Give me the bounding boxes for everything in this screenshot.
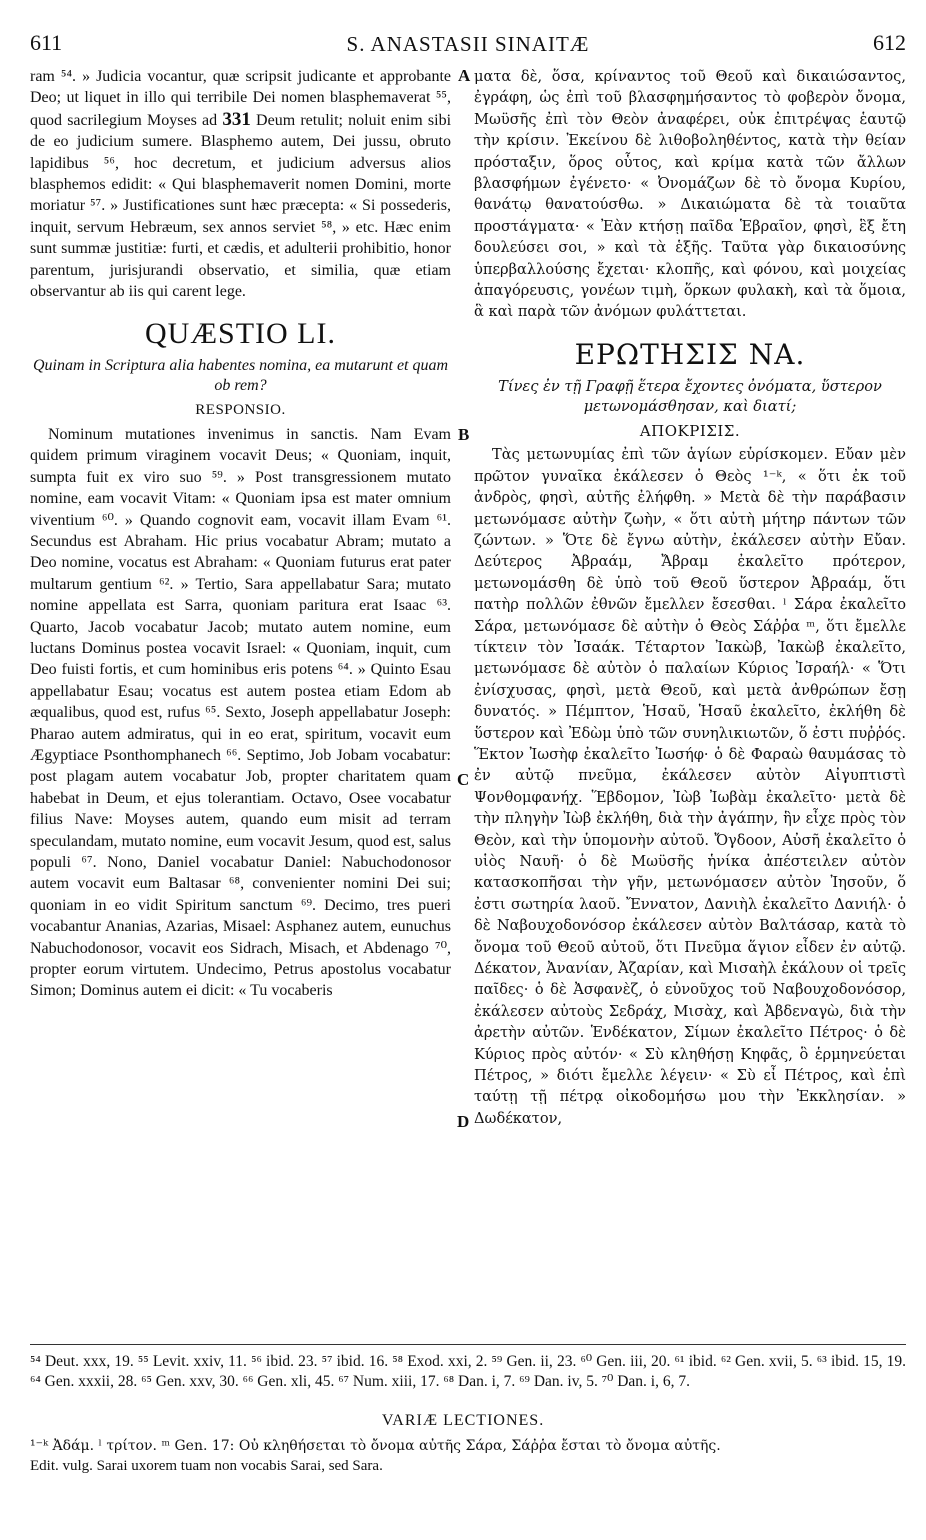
latin-question-title: QUÆSTIO LI. [145, 317, 336, 351]
margin-letter-b: B [458, 425, 470, 444]
greek-column [474, 66, 906, 1129]
latin-intro-text-1: ram ⁵⁴. » Judicia vocantur, quæ scripsit judicante et approbante Deo; ut liquet in illo qui terribile Dei nomen blasphemaverat ⁵⁵, quod sacrilegium Moyses ad [30, 68, 451, 129]
variae-lectiones [30, 1436, 906, 1476]
margin-letter-d: D [457, 1112, 470, 1131]
latin-intro-paragraph [30, 66, 451, 302]
running-title: S. ANASTASII SINAITÆ [346, 32, 590, 56]
greek-responsio-heading: ΑΠΟΚΡΙΣΙΣ. [639, 421, 741, 440]
page-header [30, 30, 906, 60]
footnotes: ⁵⁴ Deut. xxx, 19. ⁵⁵ Levit. xxiv, 11. ⁵⁶ ibid. 23. ⁵⁷ ibid. 16. ⁵⁸ Exod. xxi, 2. ⁵⁹ Gen. ii, 23. ⁶⁰ Gen. iii, 20. ⁶¹ ibid. ⁶² Gen. xvii, 5. ⁶³ ibid. 15, 19. ⁶⁴ Gen. xxxii, 28. ⁶⁵ Gen. xxv, 30. ⁶⁶ Gen. xli, 45. ⁶⁷ Num. xiii, 17. ⁶⁸ Dan. i, 7. ⁶⁹ Dan. iv, 5. ⁷⁰ Dan. i, 6, 7. [30, 1353, 906, 1390]
greek-intro-paragraph: ματα δὲ, ὅσα, κρίναντος τοῦ Θεοῦ καὶ δικαιώσαντος, ἐγράφη, ὡς ἐπὶ τοῦ βλασφημήσαντος τὸ φοβερὸν ὄνομα, Μωϋσῆς ἐπὶ τὸν Θεὸν ἀναφέρει, οὐκ ἐπιτρέψας ἑαυτῷ τὴν κρίσιν. Ἐκείνου δὲ λιθοβοληθέντος, κατὰ τὴν θείαν πρόσταξιν, ὅρος οὗτος, καὶ κρίμα κατὰ τῶν ἄλλων βλασφήμων ἐγένετο· « Ὀνομάζων δὲ τὸ ὄνομα Κυρίου, θανάτῳ θανατούσθω. » Δικαιώματα δὲ τὰ τοιαῦτα προστάγματα· « Ἐὰν κτήσῃ παῖδα Ἑβραῖον, φησὶ, ἓξ ἔτη δουλεύσει σοι, » καὶ τὰ ἑξῆς. Ταῦτα γὰρ δικαιοσύνης ὑπερβαλλούσης ἔχεται· κλοπῆς, καὶ φόνου, καὶ μοιχείας ἀπαγόρευσις, γονέων τιμὴ, ὅρκων φυλακὴ, καὶ τὰ ὅμοια, ἃ καὶ παρὰ τῶν ἀνόμων φυλάττεται. [474, 68, 906, 321]
footnote-divider [30, 1344, 906, 1345]
variae-line-2: Edit. vulg. Sarai uxorem tuam non vocabis Sarai, sed Sara. [30, 1458, 383, 1474]
greek-question-title: ΕΡΩΤΗΣΙΣ ΝΑ. [574, 337, 806, 371]
column-page-marker: 331 [222, 108, 251, 130]
latin-intro-text-2: Deum retulit; noluit enim sibi de eo judicium sumere. Blasphemo autem, Dei jussu, obruto lapidibus ⁵⁶, hoc decretum, et judicium adversus alios blasphemos edidit: « Qui blasphemaverit nomen Domini, morte moriatur ⁵⁷. » Justificationes sunt hæc præcepta: « Si possederis, inquit, servum Hebræum, sex annos serviet ⁵⁸, » etc. Hæc enim sunt summæ justitiæ: furti, et cædis, et adulterii prohibitio, honor parentum, jurisjurandi observatio, et similia, quæ etiam observantur ab iis qui carent lege. [30, 111, 452, 301]
latin-question-subtitle: Quinam in Scriptura alia habentes nomina, ea mutarunt et quam ob rem? [32, 357, 449, 395]
latin-responsio-heading: RESPONSIO. [195, 402, 286, 419]
greek-body-paragraph: Τὰς μετωνυμίας ἐπὶ τῶν ἁγίων εὑρίσκομεν. Εὔαν μὲν πρῶτον γυναῖκα ἐκάλεσεν ὁ Θεὸς ¹⁻ᵏ, « ὅτι ἐκ τοῦ ἀνδρὸς, φησὶ, αὐτῆς ἐλήφθη. » Μετὰ δὲ τὴν παράβασιν μετωνόμασε αὐτὴν ζωὴν, « ὅτι αὐτὴ μήτηρ πάντων τῶν ζώντων. » Ὅτε δὲ ἔγνω αὐτὴν, ἐκάλεσεν αὐτὴν Εὔαν. Δεύτερος Ἀβραάμ, Ἄβραμ ἐκαλεῖτο πρότερον, μετωνομάσθη δὲ ὑπὸ τοῦ Θεοῦ ὕστερον Ἀβραάμ, ὅτι πατὴρ πολλῶν ἐθνῶν ἔμελλεν ἔσεσθαι. ˡ Σάρα ἐκαλεῖτο Σάρα, μετωνόμασε δὲ αὐτὴν ὁ Θεὸς Σάῤῥα ᵐ, ὅτι ἔμελλε τίκτειν τὸν Ἰσαάκ. Τέταρτον Ἰακὼβ, Ἰακὼβ ἐκαλεῖτο, μετωνόμασε δὲ αὐτὸν ὁ παλαίων Κύριος Ἰσραήλ· « Ὅτι ἐνίσχυσας, φησὶ, μετὰ Θεοῦ, καὶ μετὰ ἀνθρώπων ἔσῃ δυνατός. » Πέμπτον, Ἡσαῦ, Ἡσαῦ ἐκαλεῖτο, ἐκλήθη δὲ ὕστερον καὶ Ἐδὼμ ὑπὸ τῶν συνηλικιωτῶν, ὅ ἐστι πυῤῥός. Ἕκτον Ἰωσὴφ ἐκαλεῖτο Ἰωσήφ· ὁ δὲ Φαραὼ θαυμάσας τὸ ἐν αὐτῷ πνεῦμα, ἐκάλεσεν αὐτὸν Αἰγυπτιστὶ Ψονθομφανήχ. Ἕβδομον, Ἰὼβ Ἰωβὰμ ἐκαλεῖτο· μετὰ δὲ τὴν πληγὴν Ἰὼβ ἐκλήθη, διὰ τὴν ἀγάπην, ἣν εἶχε πρὸς τὸν Θεὸν, καὶ τὴν ὑπομονὴν αὐτοῦ. Ὄγδοον, Αὐσῆ ἐκαλεῖτο ὁ υἱὸς Ναυῆ· ὁ δὲ Μωϋσῆς ἡνίκα ἀπέστειλεν αὐτὸν κατασκοπῆσαι τὴν γῆν, μετωνόμασεν αὐτὸν Ἰησοῦν, ὅ ἐστι σωτηρία λαοῦ. Ἔννατον, Δανιὴλ ἐκαλεῖτο Δανιήλ· ὁ δὲ Ναβουχοδονόσορ ἐκάλεσεν αὐτὸν Βαλτάσαρ, κατὰ τὸ ὄνομα τοῦ Θεοῦ αὐτοῦ, ὅτι Πνεῦμα ἅγιον εἶδεν ἐν αὐτῷ. Δέκατον, Ἀνανίαν, Ἀζαρίαν, καὶ Μισαὴλ ἐκάλουν οἱ τρεῖς παῖδες· ὁ δὲ Ἀσφανὲζ, ὁ εὐνοῦχος τοῦ Ναβουχοδονόσορ, ἐκάλεσεν αὐτοὺς Σεδράχ, Μισὰχ, καὶ Ἀβδεναγὼ, διὰ τὴν ἀρετὴν αὐτῶν. Ἑνδέκατον, Σίμων ἐκαλεῖτο Πέτρος· ὁ δὲ Κύριος πρὸς αὐτόν· « Σὺ κληθήσῃ Κηφᾶς, ὃ ἑρμηνεύεται Πέτρος, » διότι ἔμελλε λέγειν· « Σὺ εἶ Πέτρος, καὶ ἐπὶ ταύτῃ τῇ πέτρᾳ οἰκοδομήσω μου τὴν Ἐκκλησίαν. » Δωδέκατον, [474, 446, 906, 1127]
margin-letter-a: A [458, 66, 471, 85]
latin-column [30, 66, 451, 1002]
latin-body-paragraph: Nominum mutationes invenimus in sanctis. Nam Evam quidem primum viraginem vocavit Deus; « Quoniam, inquit, sumpta fuit ex viro suo ⁵⁹. » Post transgressionem mutato nomine, eam vocavit Vitam: « Quoniam ipsa est mater omnium viventium ⁶⁰. » Quando cognovit eam, vocavit illam Evam ⁶¹. Secundus est Abraham. Hic prius vocabatur Abram; mutato a Deo nomine, vocatus est Abraham: « Quoniam futurus erat pater multarum gentium ⁶². » Tertio, Sara appellabatur Sara; mutato nomine appellata est Sarra, quoniam paritura erat Isaac ⁶³. Quarto, Jacob vocabatur Jacob; mutato autem nomine, eum luctans Dominus postea vocavit Israel: « Quoniam, inquit, cum Deo fuisti fortis, et cum hominibus eris potens ⁶⁴. » Quinto Esau appellabatur Esau; vocatus est autem postea etiam Edom ab æqualibus, quod est, rufus ⁶⁵. Sexto, Joseph appellabatur Joseph: Pharao autem admiratus, qui in eo erat, spiritum, vocavit eum Ægyptiace Psonthomphanech ⁶⁶. Septimo, Job Jobam vocabatur: post plagam autem vocabatur Job, propter charitatem quam habebat in Deum, et ejus tolerantiam. Octavo, Osee vocabatur filius Nave: Moyses autem, quando eum misit ad terram speculandam, mutato nomine, eum vocavit Jesum, quod est, salus populi ⁶⁷. Nono, Daniel vocabatur Daniel: Nabuchodonosor autem vocavit eum Baltasar ⁶⁸, convenienter nomini Dei sui; quoniam in eo vidit Spiritum sanctum ⁶⁹. Decimo, tres pueri vocabantur Ananias, Azarias, Misael: Asphanez autem, eunuchus Nabuchodonosor, vocavit eos Sidrach, Misach, et Abdenago ⁷⁰, propter eorum virtutem. Undecimo, Petrus apostolus vocabatur Simon; Dominus autem ei dicit: « Tu vocaberis [30, 425, 451, 1000]
variae-lectiones-title: VARIÆ LECTIONES. [381, 1412, 545, 1429]
margin-letter-c: C [457, 770, 470, 789]
greek-question-subtitle: Τίνες ἐν τῇ Γραφῇ ἕτερα ἔχοντες ὀνόματα, ὕστερον μετωνομάσθησαν, καὶ διατί; [498, 377, 882, 415]
variae-line-1: ¹⁻ᵏ Ἀδάμ. ˡ τρίτον. ᵐ Gen. 17: Οὐ κληθήσεται τὸ ὄνομα αὐτῆς Σάρα, Σάῤῥα ἔσται τὸ ὄνομα αὐτῆς. [30, 1438, 721, 1454]
page-number-right: 612 [873, 30, 906, 55]
page-number-left: 611 [30, 30, 63, 55]
